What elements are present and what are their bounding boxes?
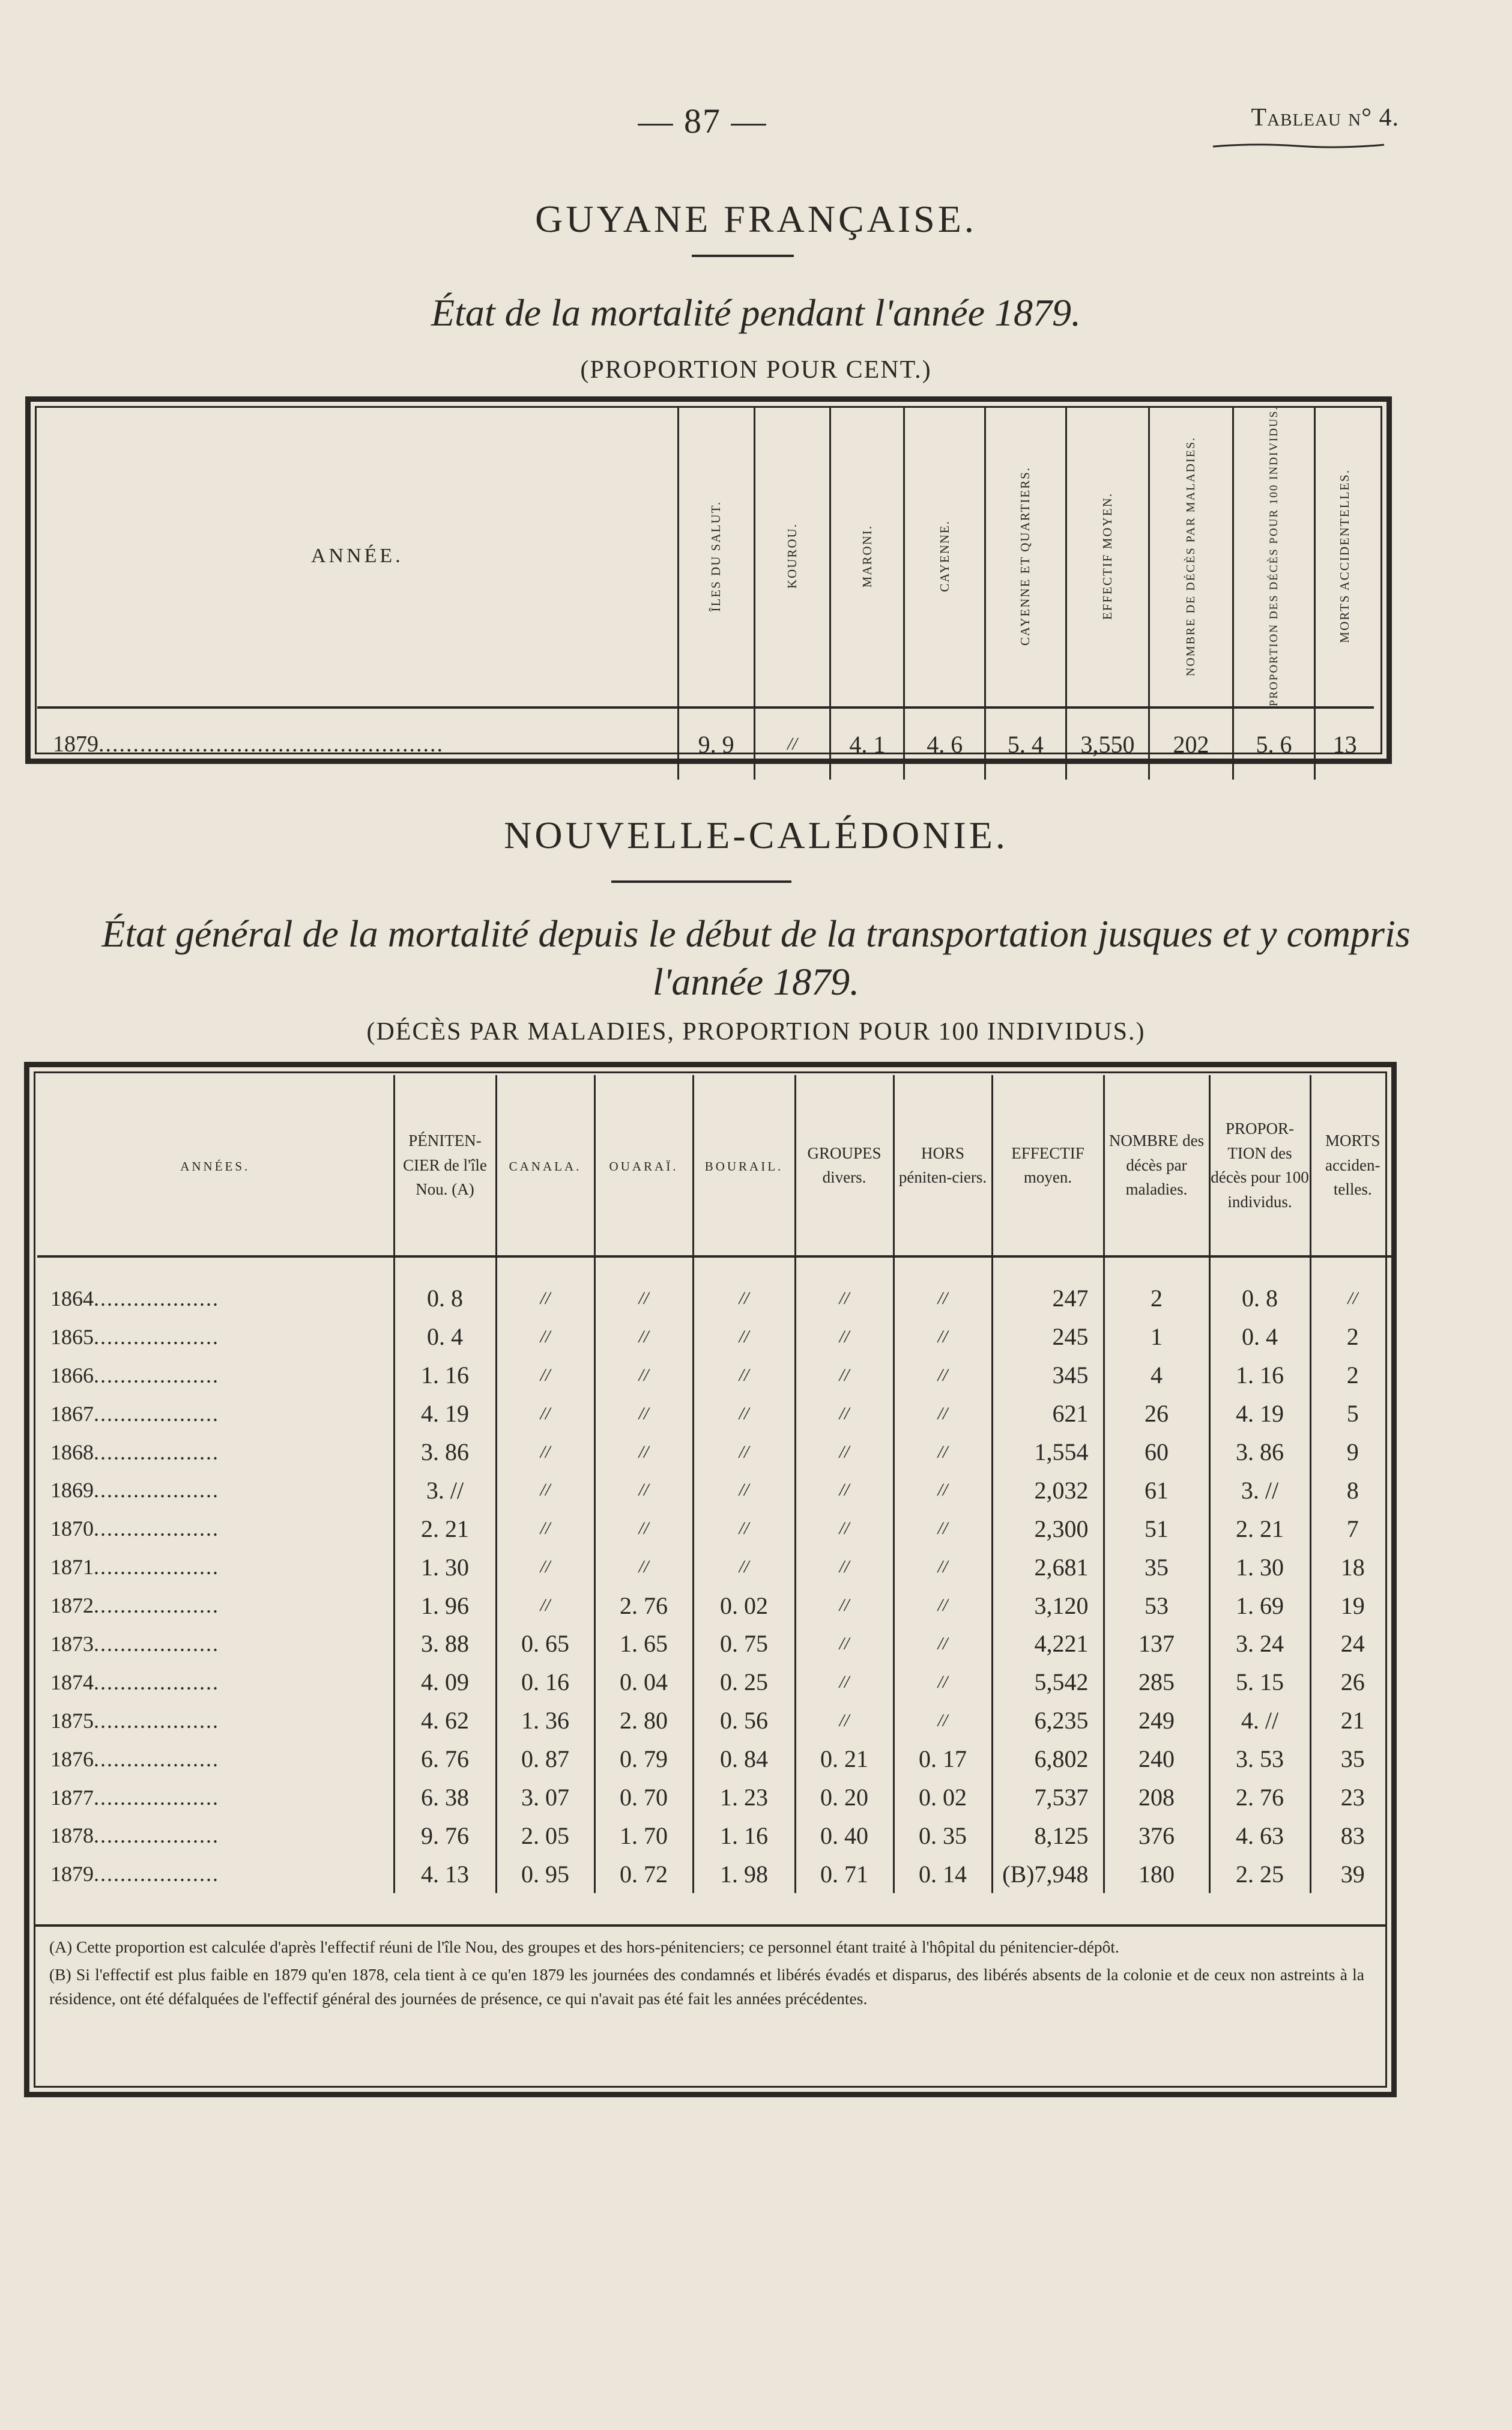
- table-row: [37, 1395, 1394, 1433]
- cell-value: //: [496, 1548, 594, 1586]
- table-row: [37, 1778, 1394, 1817]
- col-header-cayenne-quartiers: CAYENNE ET QUARTIERS.: [985, 406, 1066, 707]
- cell-value: 3. 86: [1209, 1433, 1310, 1471]
- cell-value: 6,802: [992, 1740, 1104, 1778]
- cell-value: 0. 02: [693, 1586, 795, 1625]
- col-header-effectif-moyen: EFFECTIF moyen.: [992, 1075, 1104, 1256]
- cell-value: 1,554: [992, 1433, 1104, 1471]
- mortality-table-caledonie: [37, 1075, 1394, 1893]
- col-header-ouarai: OUARAÏ.: [594, 1075, 693, 1256]
- col-header-morts-accidentelles: MORTS ACCIDENTELLES.: [1315, 406, 1374, 707]
- cell-value: 1. 30: [394, 1548, 496, 1586]
- row-label: 1879..................................................: [37, 707, 678, 780]
- cell-value: 5. 4: [985, 707, 1066, 780]
- cell-value: 0. 56: [693, 1701, 795, 1740]
- cell-value: //: [496, 1256, 594, 1318]
- cell-value: 5. 15: [1209, 1663, 1310, 1701]
- cell-value: 7: [1310, 1509, 1394, 1548]
- cell-value: //: [894, 1586, 992, 1625]
- cell-value: //: [594, 1356, 693, 1395]
- row-label: 1864...................: [50, 1286, 219, 1310]
- cell-value: //: [795, 1548, 894, 1586]
- cell-value: 6. 76: [394, 1740, 496, 1778]
- cell-value: 240: [1104, 1740, 1209, 1778]
- cell-value: 3,550: [1066, 707, 1149, 780]
- table-row: [37, 1256, 1394, 1318]
- cell-value: 245: [992, 1318, 1104, 1356]
- cell-value: 61: [1104, 1471, 1209, 1509]
- cell-value: 0. 4: [1209, 1318, 1310, 1356]
- cell-value: //: [1310, 1256, 1394, 1318]
- cell-value: //: [795, 1356, 894, 1395]
- cell-value: 1. 23: [693, 1778, 795, 1817]
- cell-value: //: [594, 1318, 693, 1356]
- title-rule: [692, 255, 794, 257]
- cell-value: 137: [1104, 1625, 1209, 1663]
- cell-value: 0. 14: [894, 1855, 992, 1893]
- col-header-bourail: BOURAIL.: [693, 1075, 795, 1256]
- cell-value: 83: [1310, 1816, 1394, 1855]
- cell-value: //: [894, 1318, 992, 1356]
- cell-value: 0. 04: [594, 1663, 693, 1701]
- cell-value: 1. 36: [496, 1701, 594, 1740]
- cell-value: 19: [1310, 1586, 1394, 1625]
- cell-value: 26: [1104, 1395, 1209, 1433]
- cell-value: 4. 19: [394, 1395, 496, 1433]
- cell-value: 2,300: [992, 1509, 1104, 1548]
- cell-value: 4. 19: [1209, 1395, 1310, 1433]
- table-row: [37, 1356, 1394, 1395]
- footnote-b: (B) Si l'effectif est plus faible en 1879 qu'en 1878, cela tient à ce qu'en 1879 les journées des condamnés et libérés évadés et disparus, des libérés absents de la colonie et de ceux non astreints à la résidence, ont été défalquées de l'effectif général des journées de présence, ce qui n'avait pas été fait les années précédentes.: [49, 1965, 1364, 2008]
- row-label: 1873...................: [50, 1631, 219, 1656]
- cell-value: 0. 16: [496, 1663, 594, 1701]
- cell-value: //: [693, 1256, 795, 1318]
- cell-value: 1. 30: [1209, 1548, 1310, 1586]
- cell-value: 39: [1310, 1855, 1394, 1893]
- cell-value: 4,221: [992, 1625, 1104, 1663]
- cell-value: //: [894, 1395, 992, 1433]
- footnote-a: (A) Cette proportion est calculée d'après l'effectif réuni de l'île Nou, des groupes et des hors-pénitenciers; ce personnel étant traité à l'hôpital du pénitencier-dépôt.: [49, 1938, 1119, 1956]
- cell-value: 2: [1104, 1256, 1209, 1318]
- cell-value: 180: [1104, 1855, 1209, 1893]
- cell-value: 2,032: [992, 1471, 1104, 1509]
- cell-value: 24: [1310, 1625, 1394, 1663]
- cell-value: 8,125: [992, 1816, 1104, 1855]
- cell-value: 1. 16: [1209, 1356, 1310, 1395]
- cell-value: 1. 98: [693, 1855, 795, 1893]
- cell-value: 2. 80: [594, 1701, 693, 1740]
- cell-value: 9: [1310, 1433, 1394, 1471]
- col-header-proportion-deces: PROPOR-TION des décès pour 100 individus.: [1209, 1075, 1310, 1256]
- table-row: [37, 1433, 1394, 1471]
- col-header-annees: ANNÉES.: [37, 1075, 394, 1256]
- section-title-guyane: GUYANE FRANÇAISE.: [535, 198, 977, 240]
- section-subtitle-guyane: État de la mortalité pendant l'année 1879.: [431, 291, 1081, 334]
- table-row: [37, 1816, 1394, 1855]
- cell-value: 2: [1310, 1318, 1394, 1356]
- table-row: [37, 1663, 1394, 1701]
- cell-value: 2. 21: [1209, 1509, 1310, 1548]
- cell-value: 13: [1315, 707, 1374, 780]
- cell-value: 0. 8: [394, 1256, 496, 1318]
- section-subtitle-caledonie-line1: État général de la mortalité depuis le début de la transportation jusques et y compris: [101, 912, 1411, 955]
- cell-value: 0. 75: [693, 1625, 795, 1663]
- cell-value: (B)7,948: [992, 1855, 1104, 1893]
- table-row: [37, 1471, 1394, 1509]
- mortality-table-guyane: [37, 406, 1374, 780]
- cell-value: 202: [1149, 707, 1233, 780]
- table-row: [37, 1625, 1394, 1663]
- cell-value: 35: [1104, 1548, 1209, 1586]
- cell-value: //: [496, 1509, 594, 1548]
- cell-value: 0. 25: [693, 1663, 795, 1701]
- col-header-nombre-deces: NOMBRE DE DÉCÈS PAR MALADIES.: [1149, 406, 1233, 707]
- cell-value: 0. 20: [795, 1778, 894, 1817]
- cell-value: 0. 71: [795, 1855, 894, 1893]
- cell-value: //: [693, 1471, 795, 1509]
- cell-value: //: [795, 1256, 894, 1318]
- cell-value: 285: [1104, 1663, 1209, 1701]
- row-label: 1869...................: [50, 1478, 219, 1503]
- cell-value: //: [594, 1509, 693, 1548]
- section-note-caledonie: (DÉCÈS PAR MALADIES, PROPORTION POUR 100 INDIVIDUS.): [366, 1018, 1146, 1046]
- cell-value: 0. 65: [496, 1625, 594, 1663]
- row-label: 1879...................: [50, 1862, 219, 1886]
- cell-value: //: [795, 1701, 894, 1740]
- cell-value: 4. 13: [394, 1855, 496, 1893]
- cell-value: //: [894, 1256, 992, 1318]
- cell-value: 2. 05: [496, 1816, 594, 1855]
- col-header-effectif-moyen: EFFECTIF MOYEN.: [1066, 406, 1149, 707]
- cell-value: 2. 25: [1209, 1855, 1310, 1893]
- cell-value: 5. 6: [1233, 707, 1315, 780]
- cell-value: //: [594, 1433, 693, 1471]
- cell-value: 5,542: [992, 1663, 1104, 1701]
- cell-value: 4. 63: [1209, 1816, 1310, 1855]
- table-row: [37, 1318, 1394, 1356]
- cell-value: 621: [992, 1395, 1104, 1433]
- row-label: 1865...................: [50, 1324, 219, 1349]
- cell-value: 0. 95: [496, 1855, 594, 1893]
- cell-value: 4. 6: [904, 707, 985, 780]
- cell-value: 208: [1104, 1778, 1209, 1817]
- cell-value: 3,120: [992, 1586, 1104, 1625]
- cell-value: 2,681: [992, 1548, 1104, 1586]
- cell-value: //: [894, 1663, 992, 1701]
- table-row: [37, 1509, 1394, 1548]
- cell-value: 51: [1104, 1509, 1209, 1548]
- cell-value: //: [894, 1701, 992, 1740]
- cell-value: 2. 21: [394, 1509, 496, 1548]
- table-row: [37, 1701, 1394, 1740]
- cell-value: //: [795, 1586, 894, 1625]
- cell-value: 0. 70: [594, 1778, 693, 1817]
- col-header-cayenne: CAYENNE.: [904, 406, 985, 707]
- cell-value: 1. 16: [394, 1356, 496, 1395]
- cell-value: //: [693, 1395, 795, 1433]
- cell-value: 1. 65: [594, 1625, 693, 1663]
- cell-value: 3. 88: [394, 1625, 496, 1663]
- table-row: [37, 1740, 1394, 1778]
- row-label: 1867...................: [50, 1401, 219, 1426]
- cell-value: 5: [1310, 1395, 1394, 1433]
- cell-value: 60: [1104, 1433, 1209, 1471]
- cell-value: 0. 79: [594, 1740, 693, 1778]
- cell-value: //: [795, 1471, 894, 1509]
- cell-value: 4. 09: [394, 1663, 496, 1701]
- cell-value: //: [795, 1433, 894, 1471]
- cell-value: 249: [1104, 1701, 1209, 1740]
- row-label: 1878...................: [50, 1823, 219, 1848]
- row-label: 1871...................: [50, 1555, 219, 1580]
- cell-value: //: [693, 1356, 795, 1395]
- cell-value: 3. //: [394, 1471, 496, 1509]
- cell-value: //: [894, 1356, 992, 1395]
- cell-value: 4: [1104, 1356, 1209, 1395]
- col-header-morts-accidentelles: MORTS acciden-telles.: [1310, 1075, 1394, 1256]
- table-row: [37, 1586, 1394, 1625]
- cell-value: //: [754, 707, 830, 780]
- cell-value: 21: [1310, 1701, 1394, 1740]
- cell-value: 6. 38: [394, 1778, 496, 1817]
- col-header-canala: CANALA.: [496, 1075, 594, 1256]
- cell-value: //: [894, 1548, 992, 1586]
- cell-value: //: [496, 1471, 594, 1509]
- cell-value: //: [693, 1318, 795, 1356]
- cell-value: 4. 62: [394, 1701, 496, 1740]
- cell-value: //: [594, 1256, 693, 1318]
- cell-value: //: [693, 1548, 795, 1586]
- cell-value: 35: [1310, 1740, 1394, 1778]
- cell-value: //: [795, 1509, 894, 1548]
- cell-value: 0. 35: [894, 1816, 992, 1855]
- cell-value: 2: [1310, 1356, 1394, 1395]
- cell-value: 345: [992, 1356, 1104, 1395]
- table-number: Tableau n° 4.: [1251, 104, 1399, 132]
- cell-value: 0. 72: [594, 1855, 693, 1893]
- col-header-iles-du-salut: ÎLES DU SALUT.: [678, 406, 754, 707]
- cell-value: //: [594, 1548, 693, 1586]
- cell-value: //: [795, 1318, 894, 1356]
- cell-value: 1. 96: [394, 1586, 496, 1625]
- cell-value: //: [894, 1433, 992, 1471]
- row-label: 1874...................: [50, 1670, 219, 1694]
- section-subtitle-caledonie-line2: l'année 1879.: [652, 960, 860, 1003]
- cell-value: 0. 21: [795, 1740, 894, 1778]
- cell-value: 18: [1310, 1548, 1394, 1586]
- cell-value: //: [693, 1509, 795, 1548]
- cell-value: 1. 69: [1209, 1586, 1310, 1625]
- cell-value: 3. 24: [1209, 1625, 1310, 1663]
- cell-value: //: [894, 1509, 992, 1548]
- cell-value: 2. 76: [594, 1586, 693, 1625]
- cell-value: 4. 1: [830, 707, 904, 780]
- table-row: [37, 707, 1374, 780]
- table-row: [37, 1855, 1394, 1893]
- cell-value: 0. 17: [894, 1740, 992, 1778]
- cell-value: //: [795, 1395, 894, 1433]
- cell-value: //: [894, 1625, 992, 1663]
- cell-value: 9. 76: [394, 1816, 496, 1855]
- cell-value: 0. 8: [1209, 1256, 1310, 1318]
- cell-value: 3. 07: [496, 1778, 594, 1817]
- cell-value: 3. 53: [1209, 1740, 1310, 1778]
- cell-value: 1. 70: [594, 1816, 693, 1855]
- cell-value: 247: [992, 1256, 1104, 1318]
- section-note-guyane: (PROPORTION POUR CENT.): [580, 356, 932, 384]
- cell-value: 2. 76: [1209, 1778, 1310, 1817]
- cell-value: //: [795, 1625, 894, 1663]
- cell-value: //: [496, 1318, 594, 1356]
- cell-value: 7,537: [992, 1778, 1104, 1817]
- page-number: — 87 —: [638, 102, 767, 141]
- cell-value: //: [693, 1433, 795, 1471]
- footnotes: [49, 1935, 1364, 2014]
- row-label: 1866...................: [50, 1363, 219, 1387]
- col-header-annee: ANNÉE.: [311, 545, 404, 568]
- cell-value: //: [594, 1395, 693, 1433]
- cell-value: 4. //: [1209, 1701, 1310, 1740]
- cell-value: //: [496, 1356, 594, 1395]
- col-header-maroni: MARONI.: [830, 406, 904, 707]
- row-label: 1872...................: [50, 1593, 219, 1618]
- col-header-kourou: KOUROU.: [754, 406, 830, 707]
- cell-value: //: [496, 1433, 594, 1471]
- cell-value: 8: [1310, 1471, 1394, 1509]
- cell-value: //: [894, 1471, 992, 1509]
- cell-value: 0. 02: [894, 1778, 992, 1817]
- cell-value: 23: [1310, 1778, 1394, 1817]
- notes-divider: [34, 1924, 1387, 1927]
- row-label: 1875...................: [50, 1708, 219, 1733]
- cell-value: 9. 9: [678, 707, 754, 780]
- row-label: 1877...................: [50, 1785, 219, 1810]
- col-header-hors-penitenciers: HORS péniten-ciers.: [894, 1075, 992, 1256]
- cell-value: 6,235: [992, 1701, 1104, 1740]
- cell-value: 3. //: [1209, 1471, 1310, 1509]
- cell-value: //: [496, 1395, 594, 1433]
- cell-value: 0. 87: [496, 1740, 594, 1778]
- cell-value: 0. 84: [693, 1740, 795, 1778]
- cell-value: 1: [1104, 1318, 1209, 1356]
- row-label: 1876...................: [50, 1747, 219, 1771]
- cell-value: 0. 4: [394, 1318, 496, 1356]
- col-header-groupes-divers: GROUPES divers.: [795, 1075, 894, 1256]
- cell-value: 1. 16: [693, 1816, 795, 1855]
- cell-value: //: [594, 1471, 693, 1509]
- row-label: 1868...................: [50, 1440, 219, 1464]
- col-header-nombre-deces: NOMBRE des décès par maladies.: [1104, 1075, 1209, 1256]
- cell-value: 376: [1104, 1816, 1209, 1855]
- cell-value: 3. 86: [394, 1433, 496, 1471]
- col-header-penitencier-ile-nou: PÉNITEN-CIER de l'île Nou. (A): [394, 1075, 496, 1256]
- cell-value: 26: [1310, 1663, 1394, 1701]
- table-row: [37, 1548, 1394, 1586]
- cell-value: //: [496, 1586, 594, 1625]
- col-header-proportion-deces: PROPORTION DES DÉCÈS POUR 100 INDIVIDUS.: [1233, 406, 1315, 707]
- cell-value: 0. 40: [795, 1816, 894, 1855]
- cell-value: //: [795, 1663, 894, 1701]
- row-label: 1870...................: [50, 1516, 219, 1541]
- decorative-swash: [1207, 142, 1387, 150]
- title-rule: [611, 880, 791, 883]
- section-title-caledonie: NOUVELLE-CALÉDONIE.: [504, 814, 1008, 856]
- cell-value: 53: [1104, 1586, 1209, 1625]
